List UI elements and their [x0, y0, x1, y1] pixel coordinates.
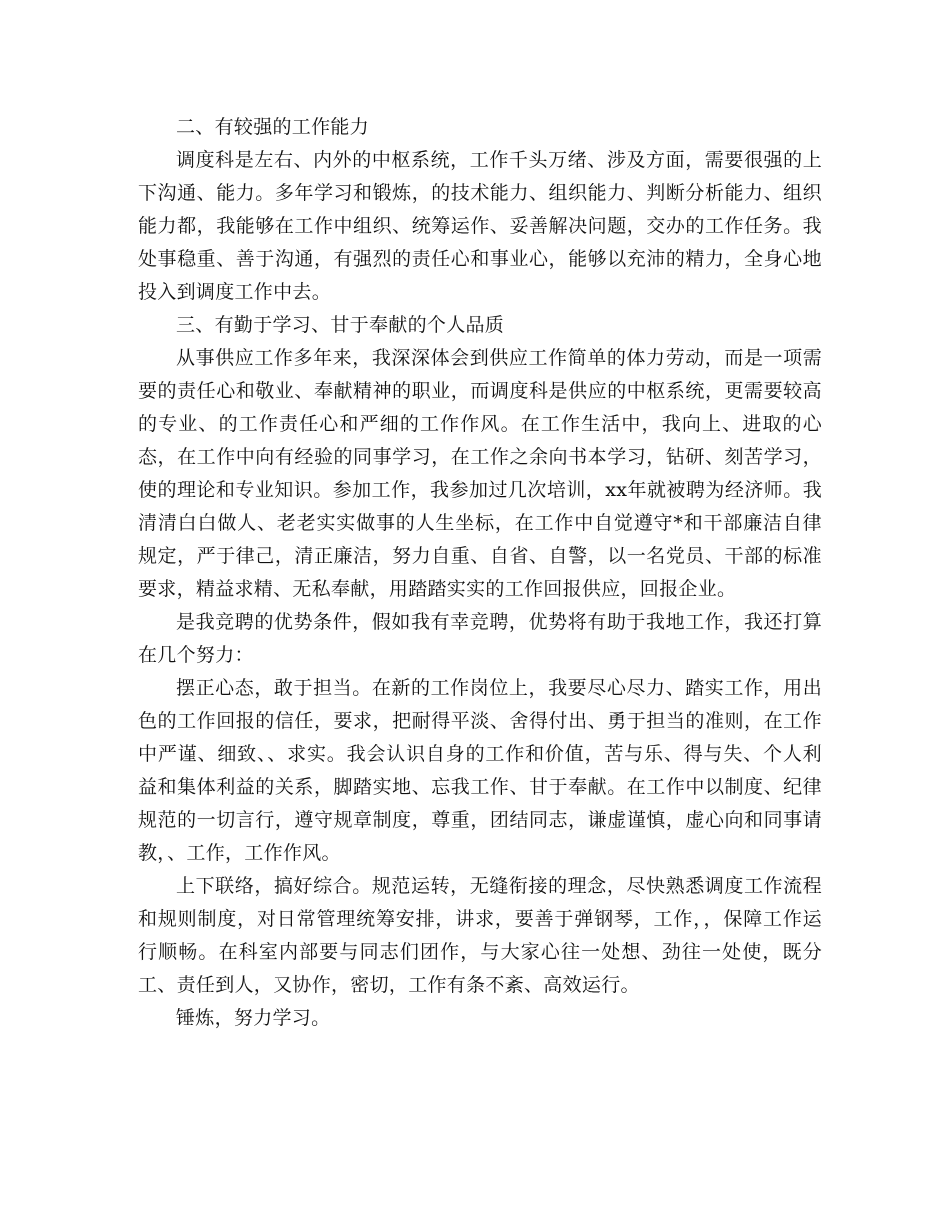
paragraph-advantages: 是我竞聘的优势条件，假如我有幸竞聘，优势将有助于我地工作，我还打算在几个努力： [138, 611, 822, 666]
section-heading-3: 三、有勤于学习、甘于奉献的个人品质 [176, 314, 505, 336]
paragraph-study: 锤炼，努力学习。 [176, 1007, 331, 1029]
section-heading-2: 二、有较强的工作能力 [176, 116, 370, 138]
paragraph-work-ability: 调度科是左右、内外的中枢系统，工作千头万绪、涉及方面，需要很强的上下沟通、能力。多年学习和锻炼，的技术能力、组织能力、判断分析能力、组织能力都，我能够在工作中组织、统筹运作、妥善解决问题，交办的工作任务。我处事稳重、善于沟通，有强烈的责任心和事业心，能够以充沛的精力，全身心地投入到调度工作中去。 [138, 149, 822, 303]
paragraph-learning-dedication: 从事供应工作多年来，我深深体会到供应工作简单的体力劳动，而是一项需要的责任心和敬业、奉献精神的职业，而调度科是供应的中枢系统，更需要较高的专业、的工作责任心和严细的工作作风。在工作生活中，我向上、进取的心态，在工作中向有经验的同事学习，在工作之余向书本学习，钻研、刻苦学习，使的理论和专业知识。参加工作，我参加过几次培训，xx年就被聘为经济师。我清清白白做人、老老实实做事的人生坐标，在工作中自觉遵守*和干部廉洁自律规定，严于律己，清正廉洁，努力自重、自省、自警，以一名党员、干部的标准要求，精益求精、无私奉献，用踏踏实实的工作回报供应，回报企业。 [138, 347, 822, 600]
document-body [138, 111, 822, 1035]
paragraph-coordination: 上下联络，搞好综合。规范运转，无缝衔接的理念，尽快熟悉调度工作流程和规则制度，对日常管理统筹安排，讲求，要善于弹钢琴，工作，，保障工作运行顺畅。在科室内部要与同志们团作，与大家心往一处想、劲往一处使，既分工、责任到人，又协作，密切，工作有条不紊、高效运行。 [138, 875, 822, 996]
paragraph-attitude: 摆正心态，敢于担当。在新的工作岗位上，我要尽心尽力、踏实工作，用出色的工作回报的信任，要求，把耐得平淡、舍得付出、勇于担当的准则，在工作中严谨、细致、、求实。我会认识自身的工作和价值，苦与乐、得与失、个人利益和集体利益的关系，脚踏实地、忘我工作、甘于奉献。在工作中以制度、纪律规范的一切言行，遵守规章制度，尊重，团结同志，谦虚谨慎，虚心向和同事请教，、工作，工作作风。 [138, 677, 822, 864]
